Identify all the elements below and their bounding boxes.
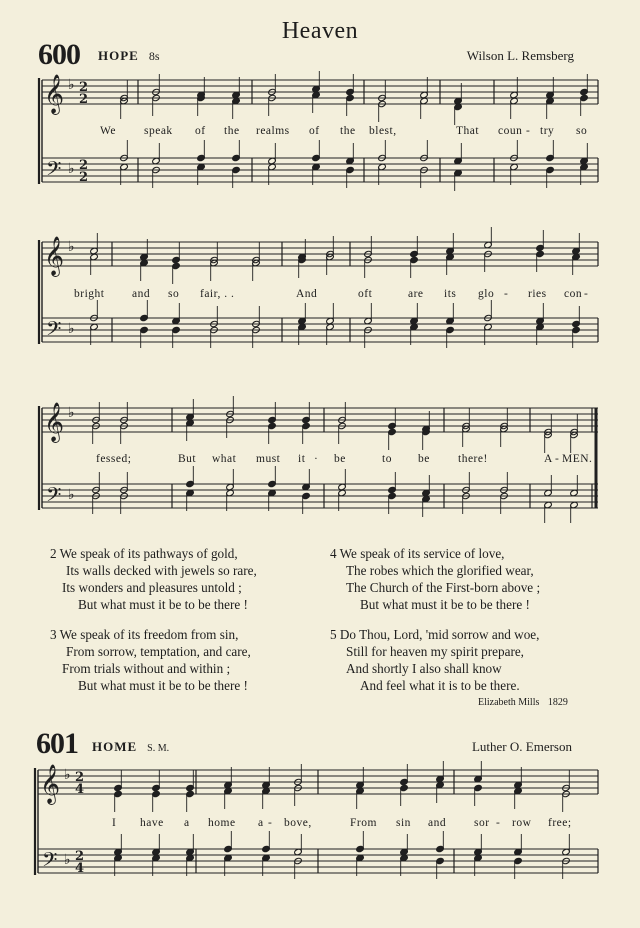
tune-name: HOPE [98,48,139,63]
flat-icon: ♭ [68,239,75,255]
lyric-syllable: speak [144,125,173,137]
stanza-line: The Church of the First-born above ; [346,580,541,595]
lyric-syllable: I [112,817,117,829]
lyric-syllable: oft [358,288,373,300]
lyric-hyphen: - [504,288,509,300]
time-signature-top: 2 [79,80,89,95]
meter: S. M. [147,743,170,754]
stanza-2 [50,545,257,613]
composer: Luther O. Emerson [471,739,572,754]
lyric-hyphen: - [555,453,560,465]
time-signature-top: 2 [75,770,85,785]
lyric-syllable: the [340,125,356,137]
lyric-syllable: bright [74,288,105,300]
time-signature-bottom: 4 [75,782,85,797]
stanza-line: From trials without and within ; [62,661,231,676]
bass-clef-icon: 𝄢 [42,848,58,876]
time-signature-bottom: 2 [79,170,89,185]
tune-name-home [92,739,169,755]
lyric-syllable: have [140,817,164,829]
stanza-line: Its walls decked with jewels so rare, [66,563,257,578]
stanza-line: And feel what it is to be there. [360,678,520,693]
stanza-line: Its wonders and pleasures untold ; [62,580,242,595]
bass-clef-icon: 𝄢 [46,157,62,185]
lyric-syllable: fair, . . [200,288,235,300]
flat-icon: ♭ [68,161,75,177]
stanza-3 [50,626,251,694]
stanza-number: 3 [50,627,57,642]
time-signature-top: 2 [75,849,85,864]
lyric-syllable: free; [548,817,572,829]
lyric-syllable: there! [458,453,488,465]
stanza-line: Do Thou, Lord, 'mid sorrow and woe, [339,627,540,642]
lyric-syllable: coun [498,125,523,137]
hymn-601-header [36,727,78,761]
meter: 8s [148,49,160,63]
stanza-4 [330,545,540,613]
stanza-line: We speak of its service of love, [339,546,505,561]
year: 1829 [547,697,568,708]
stanza-5 [330,626,539,694]
time-signature-top: 2 [79,158,89,173]
flat-icon: ♭ [68,405,75,421]
lyric-syllable: of [195,125,206,137]
treble-clef-icon: 𝄞 [44,236,65,276]
lyric-syllable: what [212,453,237,465]
author-name: Elizabeth Mills [478,697,540,708]
lyric-syllable: A [544,453,553,465]
lyric-syllable: row [512,817,532,829]
stanza-line: But what must it be to be there ! [78,678,248,693]
attribution [478,697,568,708]
flat-icon: ♭ [64,852,71,868]
lyrics-601-line-1 [0,817,640,833]
stanza-number: 4 [330,546,337,561]
treble-clef-icon: 𝄞 [44,402,65,442]
lyric-syllable: sin [396,817,411,829]
bass-clef-icon: 𝄢 [46,483,62,511]
lyrics-line-2 [0,288,640,304]
lyric-syllable: a [184,817,190,829]
lyric-syllable: so [168,288,180,300]
lyric-syllable: to [382,453,392,465]
stanza-line: But what must it be to be there ! [360,597,530,612]
page-title: Heaven [281,18,359,44]
stanza-line: And shortly I also shall know [346,661,502,676]
treble-clef-icon: 𝄞 [40,764,61,804]
hymn-number: 600 [38,38,80,71]
lyric-syllable: must [256,453,281,465]
lyric-syllable: We [100,125,117,137]
stanza-number: 2 [50,546,57,561]
lyric-syllable: bove, [284,817,312,829]
lyric-syllable: And [296,288,318,300]
stanza-line: Still for heaven my spirit prepare, [346,644,524,659]
lyric-syllable: and [428,817,447,829]
lyric-syllable: From [350,817,377,829]
stanza-line: We speak of its freedom from sin, [59,627,239,642]
composer: Wilson L. Remsberg [466,48,574,63]
hymn-number: 601 [36,727,78,760]
lyric-syllable: realms [256,125,290,137]
stanza-number: 5 [330,627,337,642]
lyric-syllable: so [576,125,588,137]
lyric-syllable: try [540,125,555,137]
lyric-syllable: are [408,288,424,300]
lyric-syllable: and [132,288,151,300]
time-signature-bottom: 2 [79,92,89,107]
stanza-line: The robes which the glorified wear, [346,563,534,578]
lyric-syllable: its [444,288,457,300]
lyric-syllable: be [418,453,430,465]
lyric-syllable: the [224,125,240,137]
lyric-syllable: That [456,125,480,137]
time-signature-bottom: 4 [75,861,85,876]
lyric-syllable: glo [478,288,495,300]
flat-icon: ♭ [64,767,71,783]
lyric-hyphen: - [584,288,589,300]
lyric-syllable: of [309,125,320,137]
lyric-syllable: a [258,817,264,829]
treble-clef-icon: 𝄞 [44,74,65,114]
lyric-hyphen: - [526,125,531,137]
lyric-syllable: con [564,288,583,300]
lyric-syllable: MEN. [562,453,593,465]
lyric-syllable: blest, [369,125,397,137]
stanza-line: But what must it be to be there ! [78,597,248,612]
lyric-hyphen: - [268,817,273,829]
lyrics-line-3 [0,453,640,469]
lyric-syllable: it [298,453,306,465]
stanza-line: From sorrow, temptation, and care, [66,644,251,659]
stanza-line: We speak of its pathways of gold, [59,546,238,561]
flat-icon: ♭ [68,487,75,503]
lyric-syllable: home [208,817,236,829]
flat-icon: ♭ [68,77,75,93]
tune-name: HOME [92,739,138,754]
lyrics-line-1 [0,125,640,141]
lyric-syllable: sor [474,817,490,829]
lyric-hyphen: - [496,817,501,829]
lyric-syllable: be [334,453,346,465]
bass-clef-icon: 𝄢 [46,317,62,345]
flat-icon: ♭ [68,321,75,337]
lyric-syllable: ries [528,288,547,300]
lyric-syllable: But [178,453,197,465]
lyric-syllable: fessed; [96,453,132,465]
lyric-hyphen: · [314,453,319,465]
